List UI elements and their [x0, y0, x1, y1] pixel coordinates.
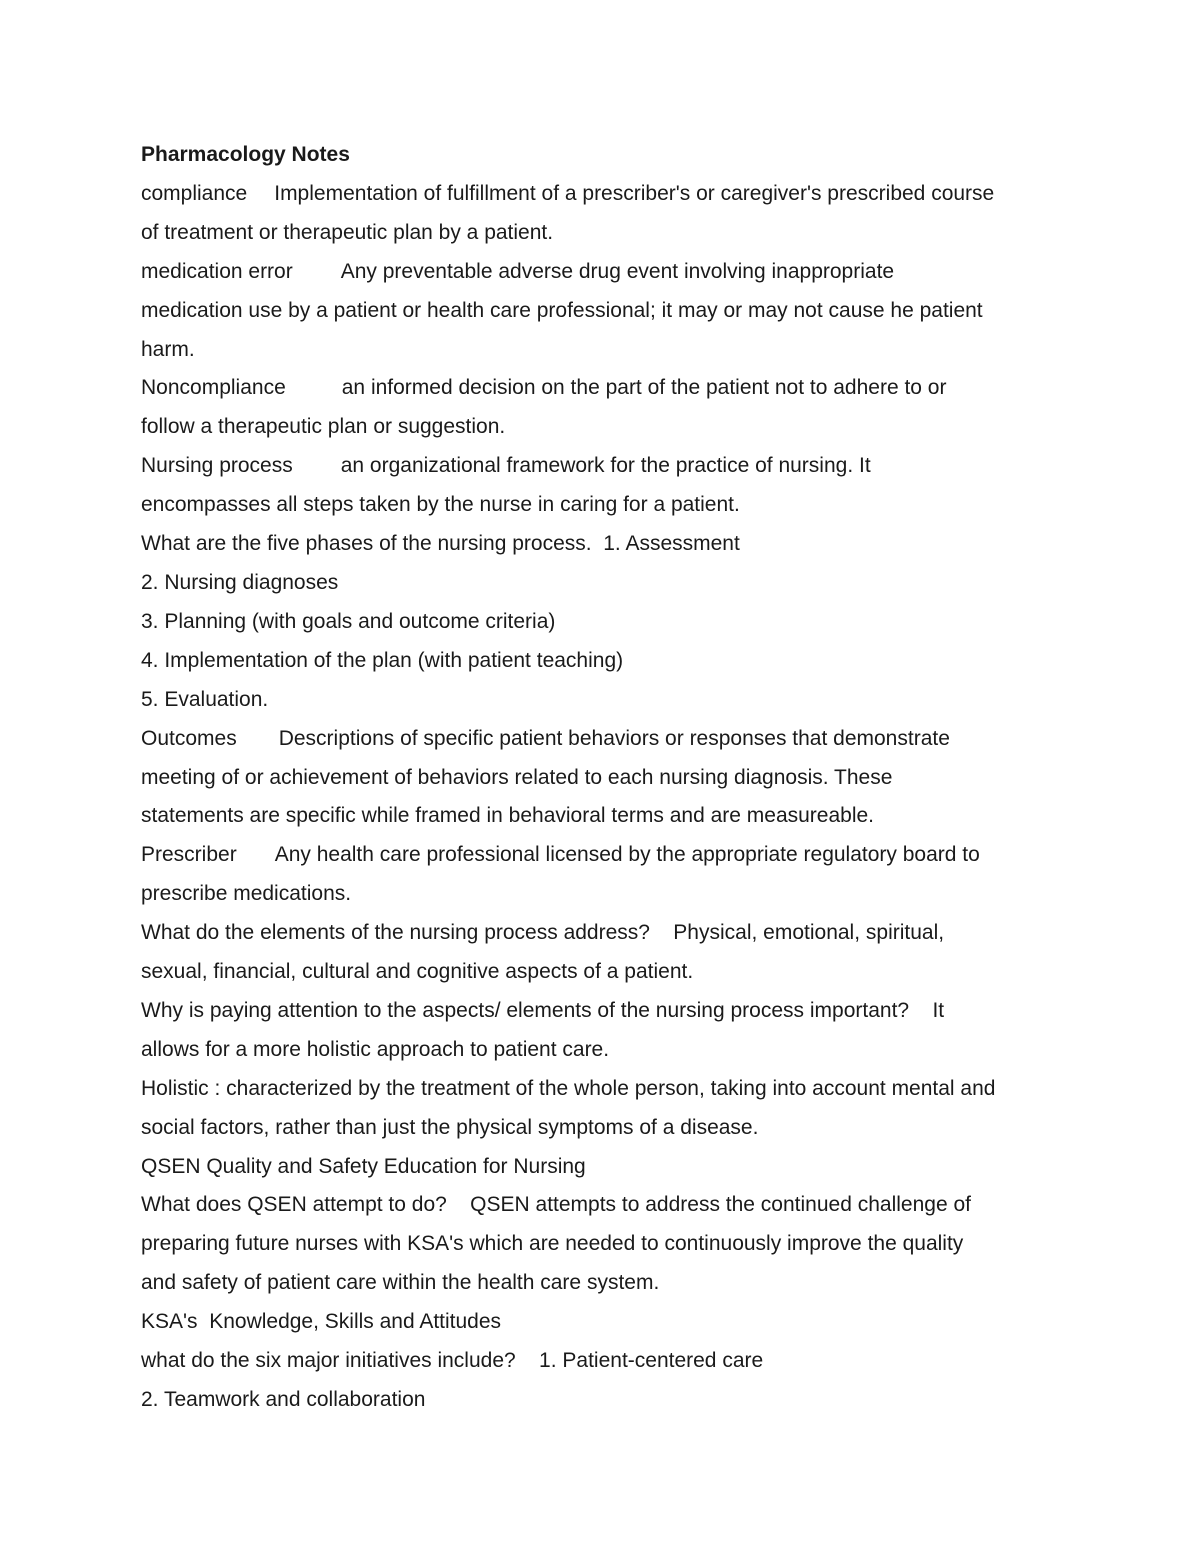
list-item: 2. Nursing diagnoses: [141, 570, 339, 594]
text-line: [141, 447, 1081, 486]
definition: Descriptions of specific patient behaviors or responses that demonstrate: [278, 726, 950, 750]
list-item: 3. Planning (with goals and outcome criteria): [141, 609, 556, 633]
definition: an informed decision on the part of the patient not to adhere to or: [341, 376, 947, 400]
text-line: [141, 1342, 1081, 1381]
text-line: [141, 720, 1081, 759]
definition: Implementation of fulfillment of a prescriber's or caregiver's prescribed course: [274, 181, 995, 205]
answer: 1. Patient-centered care: [539, 1349, 764, 1373]
document-page: [141, 136, 1081, 1420]
text-line: statements are specific while framed in behavioral terms and are measureable.: [141, 804, 875, 828]
text-line: [141, 1186, 1081, 1225]
text-line: KSA's Knowledge, Skills and Attitudes: [141, 1310, 502, 1334]
text-line: QSEN Quality and Safety Education for Nursing: [141, 1154, 586, 1178]
text-line: medication use by a patient or health care professional; it may or may not cause he patient: [141, 298, 983, 322]
list-item: 4. Implementation of the plan (with patient teaching): [141, 648, 624, 672]
list-item: 2. Teamwork and collaboration: [141, 1388, 426, 1411]
term: Noncompliance: [141, 376, 286, 400]
text-line: allows for a more holistic approach to patient care.: [141, 1037, 610, 1061]
question: What does QSEN attempt to do?: [141, 1193, 447, 1217]
answer: Physical, emotional, spiritual,: [673, 921, 945, 945]
answer: 1. Assessment: [603, 532, 740, 556]
text-line: and safety of patient care within the health care system.: [141, 1271, 660, 1295]
answer: QSEN attempts to address the continued challenge of: [470, 1193, 971, 1217]
list-item: 5. Evaluation.: [141, 687, 269, 711]
question: What are the five phases of the nursing process.: [141, 532, 592, 556]
text-line: [141, 992, 1081, 1031]
term: Prescriber: [141, 843, 237, 867]
answer: It: [932, 998, 945, 1022]
term: medication error: [141, 259, 293, 283]
term: compliance: [141, 181, 248, 205]
definition: an organizational framework for the practice of nursing. It: [340, 454, 871, 478]
text-line: [141, 253, 1081, 292]
term: Outcomes: [141, 726, 237, 750]
text-line: encompasses all steps taken by the nurse in caring for a patient.: [141, 493, 740, 517]
text-line: meeting of or achievement of behaviors related to each nursing diagnosis. These: [141, 765, 893, 789]
text-line: prescribe medications.: [141, 882, 352, 906]
text-line: of treatment or therapeutic plan by a patient.: [141, 220, 554, 244]
document-title: Pharmacology Notes: [141, 143, 350, 166]
question: what do the six major initiatives include?: [141, 1349, 516, 1373]
definition: Any preventable adverse drug event involving inappropriate: [340, 259, 895, 283]
text-line: social factors, rather than just the physical symptoms of a disease.: [141, 1115, 759, 1139]
question: Why is paying attention to the aspects/ elements of the nursing process important?: [141, 998, 910, 1022]
text-line: preparing future nurses with KSA's which are needed to continuously improve the quality: [141, 1232, 964, 1256]
text-line: [141, 836, 1081, 875]
text-line: [141, 914, 1081, 953]
term: Nursing process: [141, 454, 293, 478]
definition: Any health care professional licensed by the appropriate regulatory board to: [274, 843, 980, 867]
text-line: harm.: [141, 337, 195, 361]
text-line: follow a therapeutic plan or suggestion.: [141, 415, 506, 439]
text-line: [141, 525, 1081, 564]
text-line: [141, 175, 1081, 214]
text-line: Holistic : characterized by the treatment of the whole person, taking into account mental and: [141, 1076, 996, 1100]
text-line: sexual, financial, cultural and cognitive aspects of a patient.: [141, 960, 694, 984]
text-line: [141, 369, 1081, 408]
question: What do the elements of the nursing process address?: [141, 921, 650, 945]
